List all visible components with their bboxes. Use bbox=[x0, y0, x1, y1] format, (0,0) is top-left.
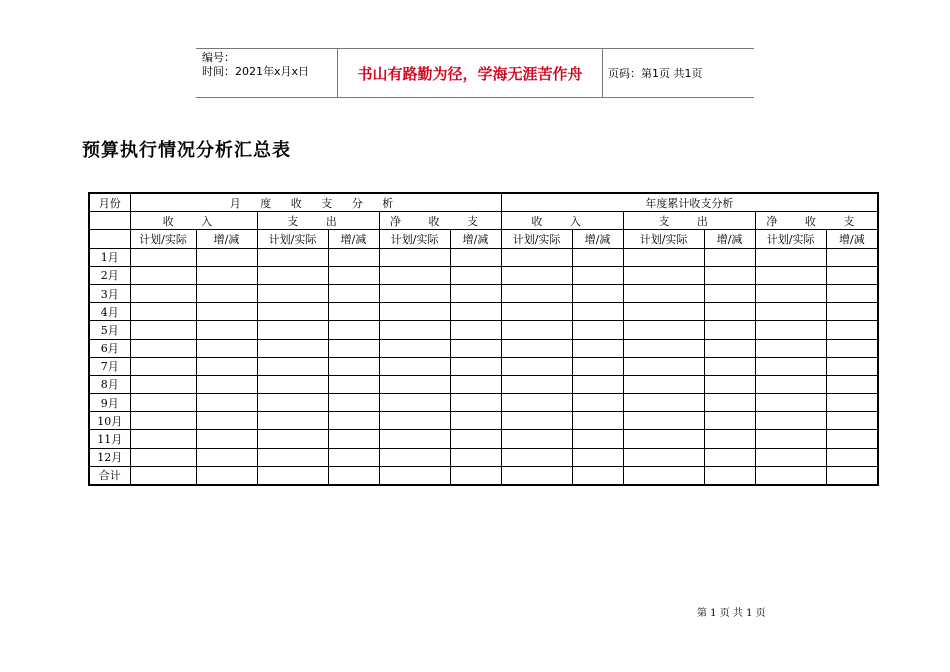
data-cell[interactable] bbox=[196, 303, 257, 321]
data-cell[interactable] bbox=[257, 357, 328, 375]
data-cell[interactable] bbox=[704, 448, 755, 466]
data-cell[interactable] bbox=[755, 339, 826, 357]
data-cell[interactable] bbox=[501, 466, 572, 485]
data-cell[interactable] bbox=[755, 303, 826, 321]
data-cell[interactable] bbox=[130, 357, 196, 375]
monthly-expense-header: 支 出 bbox=[257, 212, 379, 230]
month-label: 2月 bbox=[89, 266, 130, 284]
data-cell[interactable] bbox=[450, 303, 501, 321]
budget-summary-table bbox=[88, 192, 879, 486]
data-cell[interactable] bbox=[328, 266, 379, 284]
data-cell[interactable] bbox=[450, 266, 501, 284]
data-cell[interactable] bbox=[623, 430, 704, 448]
data-cell[interactable] bbox=[257, 339, 328, 357]
data-cell[interactable] bbox=[196, 284, 257, 302]
monthly-net-header: 净 收 支 bbox=[379, 212, 501, 230]
data-cell[interactable] bbox=[450, 248, 501, 266]
data-cell[interactable] bbox=[572, 266, 623, 284]
change-header: 增/减 bbox=[196, 230, 257, 248]
data-cell[interactable] bbox=[328, 339, 379, 357]
data-cell[interactable] bbox=[623, 284, 704, 302]
data-cell[interactable] bbox=[623, 394, 704, 412]
data-cell[interactable] bbox=[257, 412, 328, 430]
data-cell[interactable] bbox=[501, 303, 572, 321]
header-meta bbox=[202, 51, 332, 95]
data-cell[interactable] bbox=[826, 303, 878, 321]
data-cell[interactable] bbox=[501, 412, 572, 430]
data-cell[interactable] bbox=[196, 375, 257, 393]
data-cell[interactable] bbox=[379, 375, 450, 393]
data-cell[interactable] bbox=[257, 303, 328, 321]
total-row bbox=[89, 466, 878, 485]
data-cell[interactable] bbox=[572, 430, 623, 448]
table-row bbox=[89, 248, 878, 266]
month-label: 10月 bbox=[89, 412, 130, 430]
month-label: 4月 bbox=[89, 303, 130, 321]
data-cell[interactable] bbox=[826, 375, 878, 393]
data-cell[interactable] bbox=[572, 339, 623, 357]
month-label: 9月 bbox=[89, 394, 130, 412]
data-cell[interactable] bbox=[704, 412, 755, 430]
data-cell[interactable] bbox=[130, 412, 196, 430]
change-header: 增/减 bbox=[572, 230, 623, 248]
data-cell[interactable] bbox=[501, 339, 572, 357]
data-cell[interactable] bbox=[196, 357, 257, 375]
table-row bbox=[89, 430, 878, 448]
data-cell[interactable] bbox=[623, 266, 704, 284]
data-cell[interactable] bbox=[379, 248, 450, 266]
month-label: 7月 bbox=[89, 357, 130, 375]
change-header: 增/减 bbox=[450, 230, 501, 248]
data-cell[interactable] bbox=[704, 375, 755, 393]
page-title: 预算执行情况分析汇总表 bbox=[82, 140, 291, 161]
table-row bbox=[89, 266, 878, 284]
data-cell[interactable] bbox=[130, 339, 196, 357]
data-cell[interactable] bbox=[704, 303, 755, 321]
table-row bbox=[89, 394, 878, 412]
data-cell[interactable] bbox=[196, 339, 257, 357]
data-cell[interactable] bbox=[450, 321, 501, 339]
data-cell[interactable] bbox=[755, 284, 826, 302]
data-cell[interactable] bbox=[501, 375, 572, 393]
data-cell[interactable] bbox=[826, 412, 878, 430]
data-cell[interactable] bbox=[379, 266, 450, 284]
table-row bbox=[89, 375, 878, 393]
data-cell[interactable] bbox=[257, 248, 328, 266]
data-cell[interactable] bbox=[450, 339, 501, 357]
table-subheader-row bbox=[89, 212, 878, 230]
data-cell[interactable] bbox=[196, 466, 257, 485]
data-cell[interactable] bbox=[130, 394, 196, 412]
data-cell[interactable] bbox=[257, 394, 328, 412]
header-divider bbox=[602, 49, 603, 97]
data-cell[interactable] bbox=[755, 448, 826, 466]
month-label: 6月 bbox=[89, 339, 130, 357]
data-cell[interactable] bbox=[328, 448, 379, 466]
data-cell[interactable] bbox=[379, 321, 450, 339]
data-cell[interactable] bbox=[623, 357, 704, 375]
number-label: 编号： bbox=[202, 51, 235, 64]
data-cell[interactable] bbox=[623, 412, 704, 430]
data-cell[interactable] bbox=[328, 357, 379, 375]
plan-actual-header: 计划/实际 bbox=[130, 230, 196, 248]
change-header: 增/减 bbox=[328, 230, 379, 248]
data-cell[interactable] bbox=[704, 430, 755, 448]
data-cell[interactable] bbox=[257, 448, 328, 466]
data-cell[interactable] bbox=[257, 266, 328, 284]
data-cell[interactable] bbox=[755, 266, 826, 284]
annual-net-header: 净 收 支 bbox=[755, 212, 878, 230]
data-cell[interactable] bbox=[328, 412, 379, 430]
data-cell[interactable] bbox=[130, 266, 196, 284]
month-label: 11月 bbox=[89, 430, 130, 448]
month-label: 合计 bbox=[89, 466, 130, 485]
table-row bbox=[89, 284, 878, 302]
data-cell[interactable] bbox=[450, 357, 501, 375]
annual-expense-header: 支 出 bbox=[623, 212, 755, 230]
data-cell[interactable] bbox=[572, 284, 623, 302]
data-cell[interactable] bbox=[379, 357, 450, 375]
data-cell[interactable] bbox=[130, 248, 196, 266]
plan-actual-header: 计划/实际 bbox=[257, 230, 328, 248]
data-cell[interactable] bbox=[379, 284, 450, 302]
data-cell[interactable] bbox=[755, 357, 826, 375]
data-cell[interactable] bbox=[130, 375, 196, 393]
table-row bbox=[89, 357, 878, 375]
data-cell[interactable] bbox=[755, 394, 826, 412]
data-cell[interactable] bbox=[328, 394, 379, 412]
data-cell[interactable] bbox=[623, 303, 704, 321]
data-cell[interactable] bbox=[379, 339, 450, 357]
data-cell[interactable] bbox=[257, 284, 328, 302]
data-cell[interactable] bbox=[196, 430, 257, 448]
monthly-analysis-header: 月 度 收 支 分 析 bbox=[130, 193, 501, 212]
data-cell[interactable] bbox=[501, 284, 572, 302]
data-cell[interactable] bbox=[704, 266, 755, 284]
plan-actual-header: 计划/实际 bbox=[755, 230, 826, 248]
data-cell[interactable] bbox=[450, 430, 501, 448]
data-cell[interactable] bbox=[704, 394, 755, 412]
data-cell[interactable] bbox=[704, 321, 755, 339]
data-cell[interactable] bbox=[826, 357, 878, 375]
table-row bbox=[89, 412, 878, 430]
data-cell[interactable] bbox=[826, 321, 878, 339]
blank-cell bbox=[89, 212, 130, 230]
data-cell[interactable] bbox=[826, 339, 878, 357]
data-cell[interactable] bbox=[450, 394, 501, 412]
month-label: 12月 bbox=[89, 448, 130, 466]
data-cell[interactable] bbox=[328, 248, 379, 266]
data-cell[interactable] bbox=[130, 284, 196, 302]
data-cell[interactable] bbox=[755, 412, 826, 430]
plan-actual-header: 计划/实际 bbox=[501, 230, 572, 248]
data-cell[interactable] bbox=[572, 248, 623, 266]
data-cell[interactable] bbox=[501, 448, 572, 466]
data-cell[interactable] bbox=[257, 321, 328, 339]
data-cell[interactable] bbox=[130, 430, 196, 448]
plan-actual-header: 计划/实际 bbox=[623, 230, 704, 248]
month-label: 8月 bbox=[89, 375, 130, 393]
data-cell[interactable] bbox=[328, 430, 379, 448]
data-cell[interactable] bbox=[755, 321, 826, 339]
data-cell[interactable] bbox=[196, 448, 257, 466]
data-cell[interactable] bbox=[623, 375, 704, 393]
data-cell[interactable] bbox=[572, 375, 623, 393]
page-footer: 第 1 页 共 1 页 bbox=[697, 608, 766, 619]
data-cell[interactable] bbox=[623, 339, 704, 357]
data-cell[interactable] bbox=[257, 430, 328, 448]
data-cell[interactable] bbox=[572, 412, 623, 430]
data-cell[interactable] bbox=[704, 357, 755, 375]
data-cell[interactable] bbox=[826, 248, 878, 266]
data-cell[interactable] bbox=[379, 466, 450, 485]
data-cell[interactable] bbox=[196, 412, 257, 430]
data-cell[interactable] bbox=[501, 430, 572, 448]
data-cell[interactable] bbox=[379, 412, 450, 430]
table-row bbox=[89, 321, 878, 339]
month-header: 月份 bbox=[89, 193, 130, 212]
data-cell[interactable] bbox=[501, 266, 572, 284]
data-cell[interactable] bbox=[704, 284, 755, 302]
data-cell[interactable] bbox=[826, 448, 878, 466]
data-cell[interactable] bbox=[623, 466, 704, 485]
data-cell[interactable] bbox=[379, 430, 450, 448]
data-cell[interactable] bbox=[623, 448, 704, 466]
data-cell[interactable] bbox=[328, 466, 379, 485]
data-cell[interactable] bbox=[826, 284, 878, 302]
data-cell[interactable] bbox=[755, 375, 826, 393]
data-cell[interactable] bbox=[196, 266, 257, 284]
table-column-label-row bbox=[89, 230, 878, 248]
data-cell[interactable] bbox=[572, 357, 623, 375]
data-cell[interactable] bbox=[450, 448, 501, 466]
blank-cell bbox=[89, 230, 130, 248]
data-cell[interactable] bbox=[196, 248, 257, 266]
data-cell[interactable] bbox=[328, 284, 379, 302]
data-cell[interactable] bbox=[379, 448, 450, 466]
data-cell[interactable] bbox=[501, 321, 572, 339]
data-cell[interactable] bbox=[501, 248, 572, 266]
data-cell[interactable] bbox=[450, 375, 501, 393]
data-cell[interactable] bbox=[501, 394, 572, 412]
data-cell[interactable] bbox=[755, 248, 826, 266]
plan-actual-header: 计划/实际 bbox=[379, 230, 450, 248]
header-motto: 书山有路勤为径，学海无涯苦作舟 bbox=[357, 64, 583, 83]
data-cell[interactable] bbox=[572, 448, 623, 466]
month-label: 5月 bbox=[89, 321, 130, 339]
time-label: 时间：2021年x月x日 bbox=[202, 65, 310, 78]
data-cell[interactable] bbox=[328, 321, 379, 339]
data-cell[interactable] bbox=[450, 284, 501, 302]
annual-analysis-header: 年度累计收支分析 bbox=[501, 193, 878, 212]
data-cell[interactable] bbox=[328, 375, 379, 393]
data-cell[interactable] bbox=[623, 248, 704, 266]
data-cell[interactable] bbox=[704, 466, 755, 485]
data-cell[interactable] bbox=[379, 394, 450, 412]
data-cell[interactable] bbox=[196, 321, 257, 339]
data-cell[interactable] bbox=[826, 430, 878, 448]
data-cell[interactable] bbox=[130, 448, 196, 466]
change-header: 增/减 bbox=[704, 230, 755, 248]
monthly-income-header: 收 入 bbox=[130, 212, 257, 230]
data-cell[interactable] bbox=[572, 466, 623, 485]
data-cell[interactable] bbox=[755, 430, 826, 448]
data-cell[interactable] bbox=[826, 466, 878, 485]
data-cell[interactable] bbox=[704, 248, 755, 266]
data-cell[interactable] bbox=[450, 466, 501, 485]
data-cell[interactable] bbox=[572, 321, 623, 339]
data-cell[interactable] bbox=[704, 339, 755, 357]
annual-income-header: 收 入 bbox=[501, 212, 623, 230]
month-label: 3月 bbox=[89, 284, 130, 302]
data-cell[interactable] bbox=[257, 466, 328, 485]
data-cell[interactable] bbox=[572, 303, 623, 321]
document-header bbox=[196, 48, 754, 98]
table-row bbox=[89, 448, 878, 466]
data-cell[interactable] bbox=[450, 412, 501, 430]
data-cell[interactable] bbox=[130, 303, 196, 321]
header-page-info: 页码：第1页 共1页 bbox=[608, 67, 703, 80]
month-label: 1月 bbox=[89, 248, 130, 266]
data-cell[interactable] bbox=[130, 466, 196, 485]
change-header: 增/减 bbox=[826, 230, 878, 248]
data-cell[interactable] bbox=[826, 266, 878, 284]
data-cell[interactable] bbox=[501, 357, 572, 375]
data-cell[interactable] bbox=[379, 303, 450, 321]
data-cell[interactable] bbox=[826, 394, 878, 412]
data-cell[interactable] bbox=[196, 394, 257, 412]
table-row bbox=[89, 303, 878, 321]
table-header-row bbox=[89, 193, 878, 212]
data-cell[interactable] bbox=[572, 394, 623, 412]
data-cell[interactable] bbox=[623, 321, 704, 339]
data-cell[interactable] bbox=[130, 321, 196, 339]
data-cell[interactable] bbox=[257, 375, 328, 393]
data-cell[interactable] bbox=[755, 466, 826, 485]
table-row bbox=[89, 339, 878, 357]
data-cell[interactable] bbox=[328, 303, 379, 321]
